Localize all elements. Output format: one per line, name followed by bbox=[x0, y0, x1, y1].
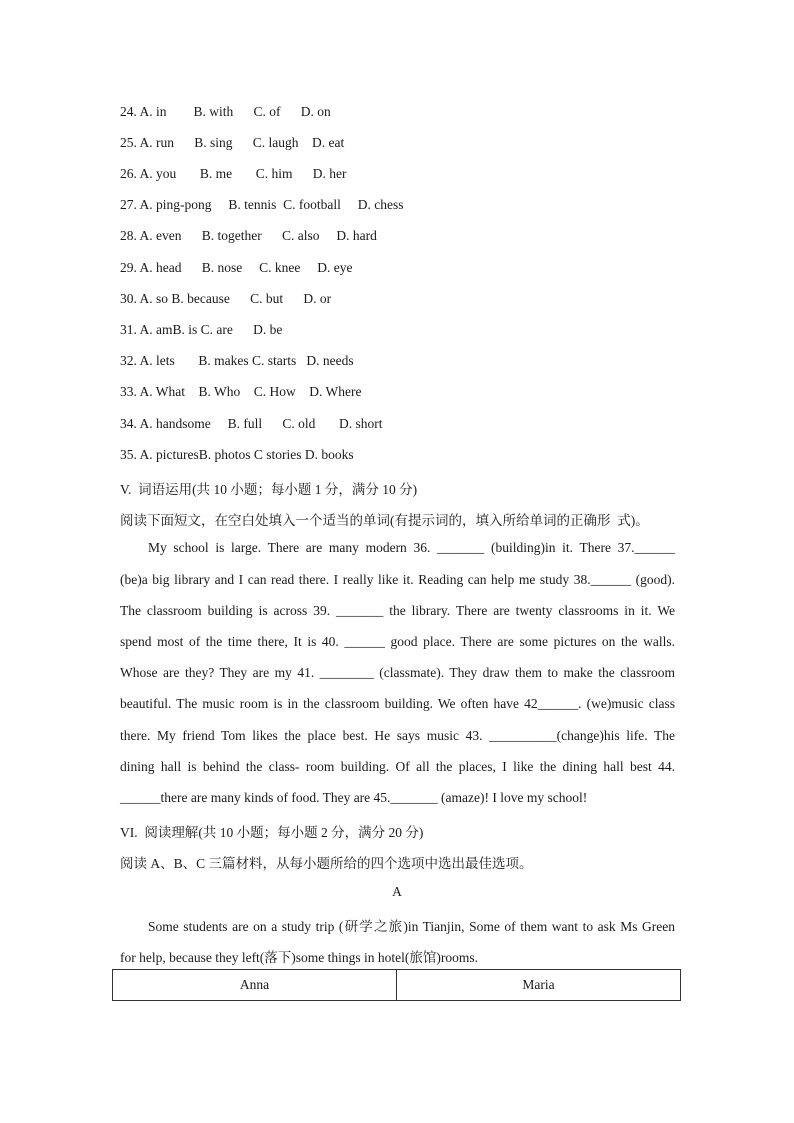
intro-line: for help, because they left(落下)some things in hotel(旅馆)rooms. bbox=[120, 950, 479, 965]
passage-line: The classroom building is across 39. _______ the library. There are twenty classrooms in it. We bbox=[120, 603, 675, 618]
option-line-32: 32. A. lets B. makes C. starts D. needs bbox=[120, 353, 354, 368]
table-header-cell: Maria bbox=[397, 970, 681, 1001]
option-line-30: 30. A. so B. because C. but D. or bbox=[120, 291, 332, 306]
passage-line: Whose are they? They are my 41. ________ (classmate). They draw them to make the classroom bbox=[120, 665, 675, 680]
part-label: A bbox=[392, 884, 402, 899]
option-line-35: 35. A. picturesB. photos C stories D. books bbox=[120, 447, 354, 462]
notice-table bbox=[112, 969, 681, 1001]
passage-line: beautiful. The music room is in the classroom building. We often have 42______. (we)music class bbox=[120, 696, 675, 711]
section-6-instruction: 阅读 A、B、C 三篇材料，从每小题所给的四个选项中选出最佳选项。 bbox=[120, 856, 533, 871]
option-line-34: 34. A. handsome B. full C. old D. short bbox=[120, 416, 383, 431]
option-line-33: 33. A. What B. Who C. How D. Where bbox=[120, 384, 362, 399]
passage-line: spend most of the time there, It is 40. ______ good place. There are some pictures on the walls. bbox=[120, 634, 675, 649]
section-5-instruction: 阅读下面短文，在空白处填入一个适当的单词(有提示词的，填入所给单词的正确形 式)。 bbox=[120, 513, 649, 528]
passage-line: ______there are many kinds of food. They are 45._______ (amaze)! I love my school! bbox=[120, 790, 588, 805]
option-line-27: 27. A. ping-pong B. tennis C. football D. chess bbox=[120, 197, 404, 212]
intro-line: Some students are on a study trip (研学之旅)in Tianjin, Some of them want to ask Ms Green bbox=[148, 919, 675, 934]
section-6-title: VI. 阅读理解(共 10 小题；每小题 2 分，满分 20 分) bbox=[120, 825, 424, 840]
option-line-28: 28. A. even B. together C. also D. hard bbox=[120, 228, 377, 243]
table-header-cell: Anna bbox=[113, 970, 397, 1001]
passage-line: My school is large. There are many modern 36. _______ (building)in it. There 37.______ bbox=[148, 540, 675, 555]
passage-line: (be)a big library and I can read there. I really like it. Reading can help me study 38.______ (good). bbox=[120, 572, 675, 587]
option-line-29: 29. A. head B. nose C. knee D. eye bbox=[120, 260, 353, 275]
passage-line: there. My friend Tom likes the place best. He says music 43. __________(change)his life. The bbox=[120, 728, 675, 743]
passage-line: dining hall is behind the class- room building. Of all the places, I like the dining hall best 44. bbox=[120, 759, 675, 774]
option-line-24: 24. A. in B. with C. of D. on bbox=[120, 104, 331, 119]
option-line-26: 26. A. you B. me C. him D. her bbox=[120, 166, 347, 181]
option-line-25: 25. A. run B. sing C. laugh D. eat bbox=[120, 135, 345, 150]
section-5-title: V. 词语运用(共 10 小题；每小题 1 分，满分 10 分) bbox=[120, 482, 418, 497]
table-row bbox=[113, 970, 681, 1001]
option-line-31: 31. A. amB. is C. are D. be bbox=[120, 322, 283, 337]
